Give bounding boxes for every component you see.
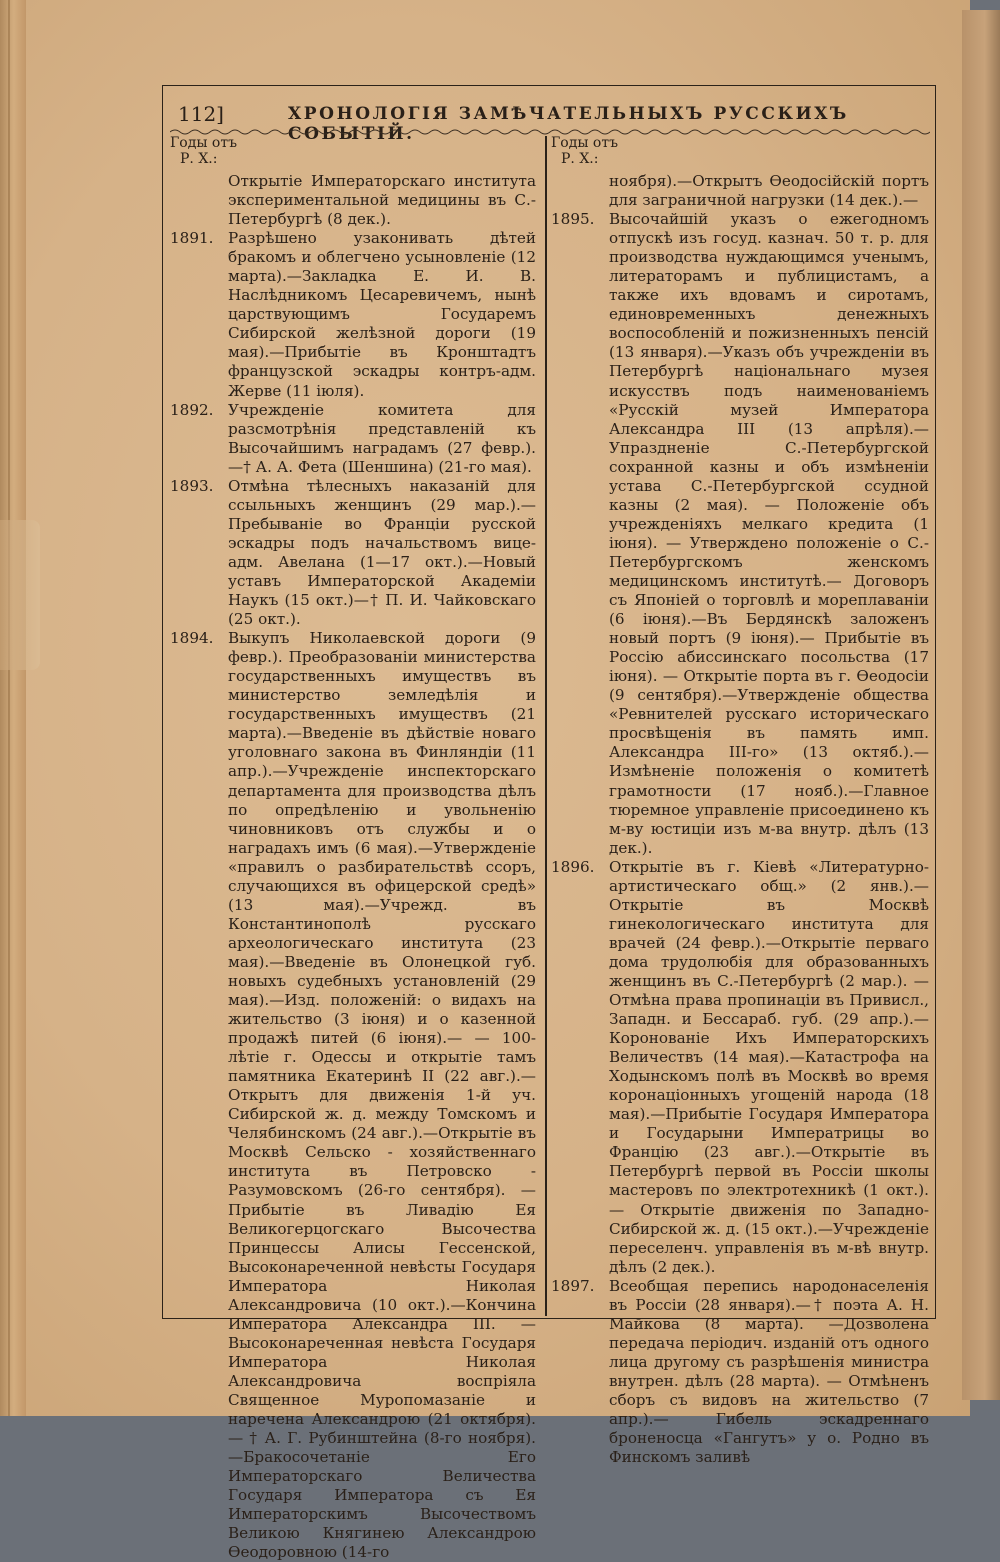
- continuation-text: ноября).—Открытъ Ѳеодосійскій портъ для заграничной нагрузки (14 дек.).—: [609, 172, 929, 210]
- column-heading: [551, 136, 929, 167]
- chronology-entry: [551, 858, 929, 1277]
- left-column: [170, 136, 536, 1562]
- column-heading-line2: Р. Х.:: [180, 150, 218, 167]
- column-heading-line2: Р. Х.:: [561, 150, 599, 167]
- entry-year: 1892.: [170, 400, 214, 419]
- chronology-entry: [170, 229, 536, 400]
- entry-year: 1897.: [551, 1276, 595, 1295]
- entry-text: Учрежденіе комитета для разсмотрѣнія представленій къ Высочайшимъ наградамъ (27 февр.).—† А. А. Фета (Шеншина) (21-го мая).: [228, 400, 536, 476]
- entry-year: 1895.: [551, 210, 595, 229]
- entry-text: Выкупъ Николаевской дороги (9 февр.). Преобразованіи министерства государственныхъ имуществъ въ министерство земледѣлія и государственныхъ имуществъ (21 марта).—Введеніе въ дѣйствіе новаго уголовнаго закона въ Финляндіи (11 апр.).—Учрежденіе инспекторскаго департамента для производства дѣлъ по опредѣленію и увольненію чиновниковъ отъ службы и о наградахъ имъ (6 мая).—Утвержденіе «правилъ о разбирательствѣ ссоръ, случающихся въ офицерской средѣ» (13 мая).—Учрежд. въ Константинополѣ русскаго археологическаго института (23 мая).—Введеніе въ Олонецкой губ. новыхъ судебныхъ установленій (29 мая).—Изд. положеній: о видахъ на жительство (3 іюня) и о казенной продажѣ питей (6 іюня).— — 100-лѣтіе г. Одессы и открытіе тамъ памятника Екатеринѣ II (22 авг.).— Открытъ для движенія 1-й уч. Сибирской ж. д. между Томскомъ и Челябинскомъ (24 авг.).—Открытіе въ Москвѣ Сельско - хозяйственнаго института въ Петровско - Разумовскомъ (26-го сентября). — Прибытіе въ Ливадію Ея Великогерцогскаго Высочества Принцессы Алисы Гессенской, Высоконареченной невѣсты Государя Императора Николая Александровича (10 окт.).—Кончина Императора Александра III. — Высоконареченная невѣста Государя Императора Николая Александровича воспріяла Священное Муропомазаніе и наречена Александрою (21 октября). — † А. Г. Рубинштейна (8-го ноября).—Бракосочетаніе Его Императорскаго Величества Государя Императора съ Ея Императорскимъ Высочествомъ Великою Княгинею Александрою Ѳеодоровною (14-го: [228, 629, 536, 1562]
- entry-text: Открытіе въ г. Кіевѣ «Литературно-артистическаго общ.» (2 янв.).—Открытіе въ Москвѣ гинекологическаго института для врачей (24 февр.).—Открытіе перваго дома трудолюбія для образованныхъ женщинъ въ С.-Петербургѣ (2 мар.). — Отмѣна права пропинаціи въ Привисл., Западн. и Бессараб. губ. (29 апр.).—Коронованіе Ихъ Императорскихъ Величествъ (14 мая).—Катастрофа на Ходынскомъ полѣ въ Москвѣ во время коронаціонныхъ угощеній народа (18 мая).—Прибытіе Государя Императора и Государыни Императрицы во Францію (23 авг.).—Открытіе въ Петербургѣ первой въ Россіи школы мастеровъ по электротехникѣ (1 окт.).— Открытіе движенія по Западно-Сибирской ж. д. (15 окт.).—Учрежденіе переселенч. управленія въ м-вѣ внутр. дѣлъ (2 дек.).: [609, 857, 929, 1276]
- running-title: ХРОНОЛОГІЯ ЗАМѢЧАТЕЛЬНЫХЪ РУССКИХЪ СОБЫТІЙ.: [288, 104, 849, 144]
- chronology-entry: [551, 1277, 929, 1467]
- entry-year: 1896.: [551, 857, 595, 876]
- next-page-edge: [962, 10, 1000, 1400]
- chronology-entry: [170, 401, 536, 477]
- wavy-rule: [170, 128, 930, 136]
- entry-text: Всеобщая перепись народонаселенія въ Россіи (28 января).—† поэта А. Н. Майкова (8 марта). —Дозволена передача періодич. изданій отъ одного лица другому съ разрѣшенія министра внутрен. дѣлъ (28 марта). — Отмѣненъ сборъ съ видовъ на жительство (7 апр.).— Гибель эскадреннаго броненосца «Гангутъ» у о. Родно въ Финскомъ заливѣ: [609, 1276, 929, 1467]
- column-heading: [170, 136, 536, 167]
- column-divider: [545, 136, 547, 1316]
- chronology-entry: [170, 477, 536, 629]
- entry-year: 1894.: [170, 629, 214, 648]
- right-column: [551, 136, 929, 1467]
- entry-text: Высочайшій указъ о ежегодномъ отпускѣ изъ госуд. казнач. 50 т. р. для производства нуждающимся ученымъ, литераторамъ и публицистамъ, а также ихъ вдовамъ и сиротамъ, единовременныхъ денежныхъ воспособленій и пожизненныхъ пенсій (13 января).—Указъ объ учрежденіи въ Петербургѣ національнаго музея искусствъ подъ наименованіемъ «Русскій музей Императора Александра III (13 апрѣля).—Упраздненіе С.-Петербургской сохранной казны и объ измѣненіи устава С.-Петербургской ссудной казны (2 мая). — Положеніе объ учрежденіяхъ мелкаго кредита (1 іюня). — Утверждено положеніе о С.-Петербургскомъ женскомъ медицинскомъ институтѣ.— Договоръ съ Японіей о торговлѣ и мореплаваніи (6 іюня).—Въ Бердянскѣ заложенъ новый портъ (9 іюня).— Прибытіе въ Россію абиссинскаго посольства (17 іюня). — Открытіе порта въ г. Ѳеодосіи (9 сентября).—Утвержденіе общества «Ревнителей русскаго историческаго просвѣщенія въ память имп. Александра III-го» (13 октяб.).—Измѣненіе положенія о комитетѣ грамотности (17 нояб.).—Главное тюремное управленіе присоединено къ м-ву юстиціи изъ м-ва внутр. дѣлъ (13 дек.).: [609, 210, 929, 857]
- chronology-entry: [170, 629, 536, 1562]
- entry-year: 1891.: [170, 229, 214, 248]
- entry-text: Отмѣна тѣлесныхъ наказаній для ссыльныхъ женщинъ (29 мар.).—Пребываніе во Франціи русской эскадры подъ начальствомъ вице-адм. Авелана (1—17 окт.).—Новый уставъ Императорской Академіи Наукъ (15 окт.)—† П. И. Чайковскаго (25 окт.).: [228, 476, 536, 629]
- continuation-text: Открытіе Императорскаго института экспериментальной медицины въ С.-Петербургѣ (8 дек.).: [228, 172, 536, 229]
- chronology-entry: [551, 210, 929, 858]
- entry-year: 1893.: [170, 476, 214, 495]
- column-heading-line1: Годы отъ: [170, 135, 237, 151]
- page-tab-shadow: [0, 520, 40, 670]
- entry-text: Разрѣшено узаконивать дѣтей бракомъ и облегчено усыновленіе (12 марта).—Закладка Е. И. В. Наслѣдникомъ Цесаревичемъ, нынѣ царствующимъ Государемъ Сибирской желѣзной дороги (19 мая).—Прибытіе въ Кронштадтъ французской эскадры контръ-адм. Жерве (11 іюля).: [228, 229, 536, 400]
- column-heading-line1: Годы отъ: [551, 135, 618, 151]
- page-number: 112]: [178, 102, 224, 126]
